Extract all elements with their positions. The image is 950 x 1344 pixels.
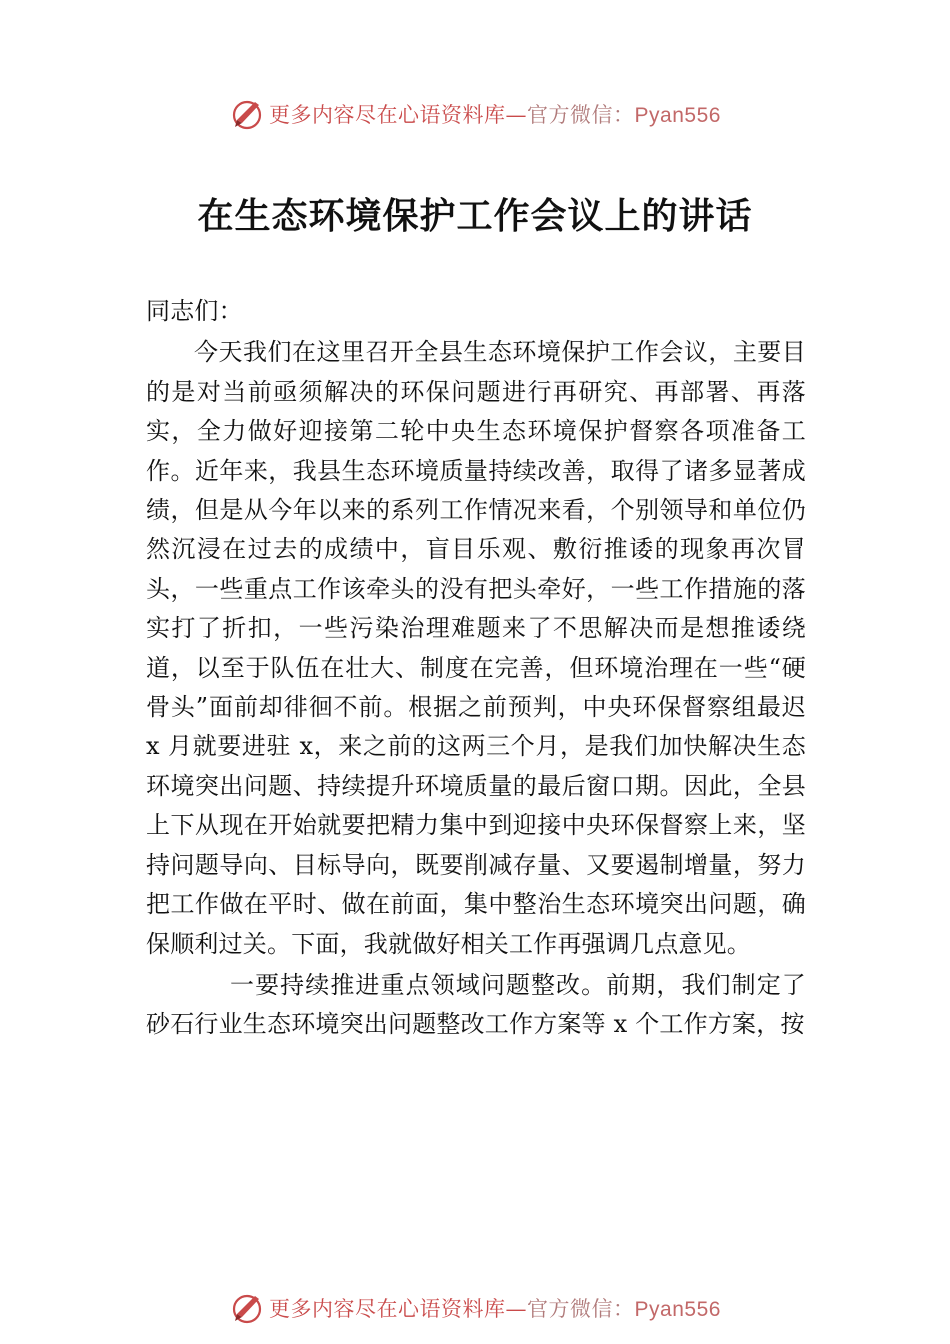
watermark-dash: — [505,1297,528,1321]
watermark-main-text: 更多内容尽在心语资料库 [269,103,506,127]
watermark-wechat-label: 官方微信： [527,1297,635,1321]
watermark-banner-top [0,92,950,136]
watermark-banner-bottom [0,1286,950,1330]
paragraph: 今天我们在这里召开全县生态环境保护工作会议，主要目的是对当前亟须解决的环保问题进行再研究、再部署、再落实，全力做好迎接第二轮中央生态环境保护督察各项准备工作。近年来，我县生态环境质量持续改善，取得了诸多显著成绩，但是从今年以来的系列工作情况来看，个别领导和单位仍然沉浸在过去的成绩中，盲目乐观、敷衍推诿的现象再次冒头，一些重点工作该牵头的没有把头牵好，一些工作措施的落实打了折扣，一些污染治理难题来了不思解决而是想推诿绕道，以至于队伍在壮大、制度在完善，但环境治理在一些“硬骨头”面前却徘徊不前。根据之前预判，中央环保督察组最迟 x 月就要进驻 x，来之前的这两三个月，是我们加快解决生态环境突出问题、持续提升环境质量的最后窗口期。因此，全县上下从现在开始就要把精力集中到迎接中央环保督察上来，坚持问题导向、目标导向，既要削减存量、又要遏制增量，努力把工作做在平时、做在前面，集中整治生态环境突出问题，确保顺利过关。下面，我就做好相关工作再强调几点意见。 [146,338,806,958]
watermark-wechat-label: 官方微信： [527,103,635,127]
watermark-dash: — [505,103,528,127]
paragraph: 一要持续推进重点领域问题整改。前期，我们制定了砂石行业生态环境突出问题整改工作方案等 x 个工作方案，按 [146,970,806,1039]
watermark-wechat-id: Pyan556 [634,104,721,127]
pen-logo-icon [229,96,265,132]
pen-logo-icon [229,1290,265,1326]
watermark-main-text: 更多内容尽在心语资料库 [269,1297,506,1321]
document-body [146,292,806,1045]
watermark-wechat-id: Pyan556 [634,1298,721,1321]
salutation: 同志们： [146,297,243,325]
document-title: 在生态环境保护工作会议上的讲话 [197,195,753,237]
